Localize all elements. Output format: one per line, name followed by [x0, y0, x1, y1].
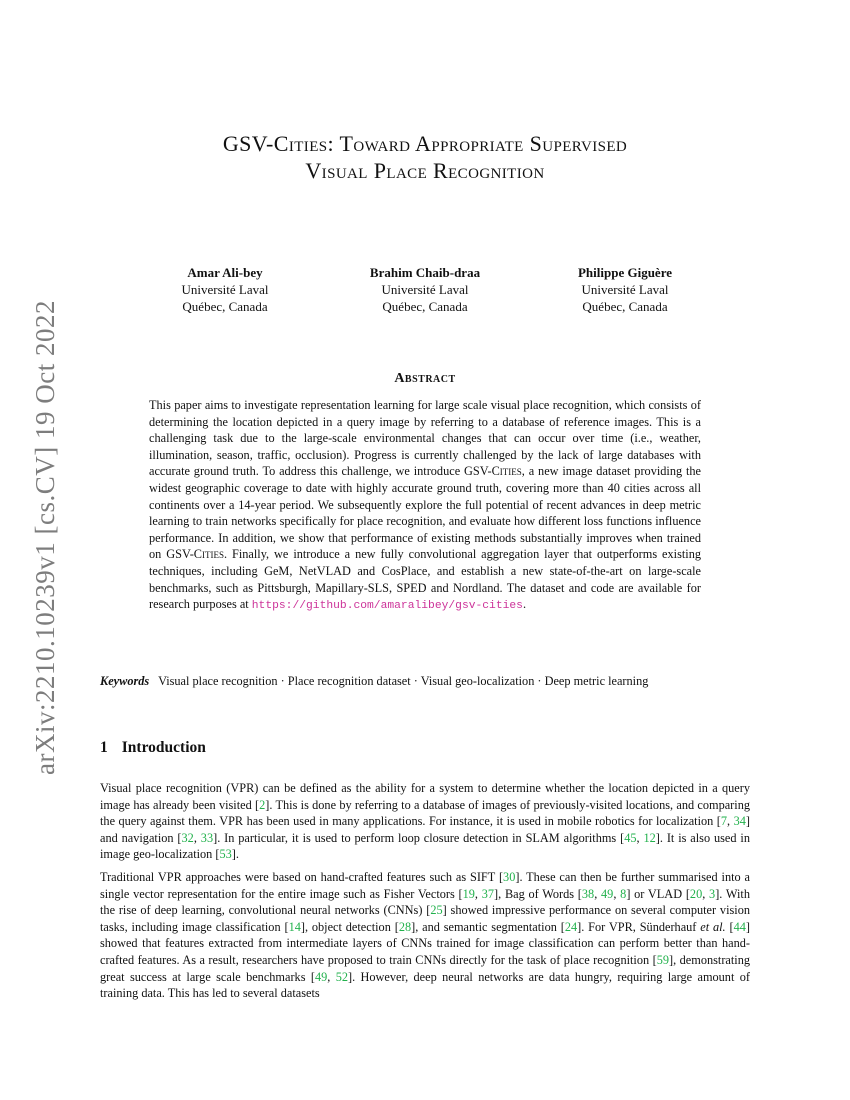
citation-link[interactable]: 2 [259, 797, 266, 812]
arxiv-identifier [20, 292, 70, 782]
author-location: Québec, Canada [182, 299, 268, 314]
citation-link[interactable]: 38 [581, 886, 595, 901]
citation-link[interactable]: 7 [720, 814, 728, 829]
author-name: Philippe Giguère [577, 265, 672, 280]
abstract-body [149, 397, 701, 615]
citation-link[interactable]: 45 [624, 830, 637, 845]
author-affiliation: Université Laval [581, 282, 669, 297]
citation-link[interactable]: 34 [733, 814, 746, 829]
author-affiliation: Université Laval [381, 282, 469, 297]
citation-separator: , [702, 886, 710, 901]
dataset-name: GSV-Cities [166, 547, 224, 562]
paragraph-text: Traditional VPR approaches were based on hand-crafted features such as SIFT [ [100, 870, 504, 884]
paragraph-text: ] and navigation [ [100, 814, 750, 845]
citation-link[interactable]: 3 [709, 886, 716, 901]
author-list [140, 264, 710, 315]
author-name: Brahim Chaib-draa [369, 265, 481, 280]
author-block [140, 264, 310, 315]
citation-link[interactable]: 24 [564, 919, 578, 934]
citation-link[interactable]: 37 [481, 886, 495, 901]
paper-title [100, 130, 750, 184]
code-repository-link[interactable]: https://github.com/amaralibey/gsv-cities [251, 600, 523, 613]
author-location: Québec, Canada [382, 299, 468, 314]
abstract-text: , a new image dataset providing the widest geographic coverage to date with highly accurate ground truth, covering more than 40 cities across all continents over a 14-year period. We subsequently explore the full potential of recent advances in deep metric learning to train networks specifically for place recognition, and evaluate how different loss functions influence performance. In addition, we show that performance of existing methods substantially improves when trained on [149, 464, 702, 562]
citation-separator: , [474, 886, 482, 901]
title-line-1: GSV-Cities: Toward Appropriate Supervised [222, 131, 628, 156]
author-affiliation: Université Laval [181, 282, 269, 297]
abstract-end: . [522, 597, 527, 612]
citation-link[interactable]: 8 [620, 886, 627, 901]
section-heading [100, 739, 206, 757]
author-location: Québec, Canada [582, 299, 668, 314]
citation-separator: , [727, 814, 734, 829]
citation-link[interactable]: 30 [503, 870, 516, 884]
keywords-list: Visual place recognition · Place recognition dataset · Visual geo-localization · Deep metric learning [158, 674, 649, 688]
paragraph-text: ]. [231, 847, 239, 862]
intro-paragraph-1 [100, 780, 750, 863]
paragraph-text: ]. These can then be further summarised into a single vector representation for the entire image such as Fisher Vectors [ [100, 870, 750, 901]
paragraph-text: ]. It is also used in image geo-localization [ [100, 830, 750, 862]
author-block [340, 264, 510, 315]
paragraph-text: ]. For VPR, Sünderhauf [577, 919, 701, 934]
paragraph-text: ]. In particular, it is used to perform loop closure detection in SLAM algorithms [ [213, 830, 625, 845]
paragraph-text: ]. This is done by referring to a database of images of previously-visited locations, and comparing the query against them. VPR has been used in many applications. For instance, it is used in mobile robotics for localization [ [100, 797, 750, 829]
citation-link[interactable]: 52 [335, 969, 348, 984]
title-line-2: Visual Place Recognition [305, 158, 545, 183]
citation-link[interactable]: 14 [288, 919, 301, 934]
citation-separator: , [594, 886, 602, 901]
citation-link[interactable]: 33 [200, 830, 214, 845]
abstract-text: . Finally, we introduce a new fully convolutional aggregation layer that outperforms existing techniques, including GeM, NetVLAD and CosPlace, and establish a new state-of-the-art on large-scale benchmarks, such as Pittsburgh, Mapillary-SLS, SPED and Nordland. The dataset and code are available for research purposes at [149, 547, 701, 612]
citation-separator: , [193, 830, 201, 845]
paragraph-text: Visual place recognition (VPR) can be defined as the ability for a system to determine whether the location depicted in a query image has already been visited [ [100, 781, 750, 812]
intro-paragraph-2 [100, 869, 750, 1002]
citation-link[interactable]: 53 [219, 847, 232, 862]
citation-link[interactable]: 59 [656, 952, 670, 967]
abstract-text: This paper aims to investigate representation learning for large scale visual place recognition, which consists of determining the location depicted in a query image by referring to a database of reference images. This is a challenging task due to the large-scale environmental changes that can occur over time (i.e., weather, illumination, season, traffic, occlusion). Progress is currently challenged by the lack of large databases with accurate ground truth. To address this challenge, we introduce [149, 398, 701, 479]
section-number: 1 [100, 739, 108, 756]
paragraph-text: ], object detection [ [300, 919, 399, 934]
arxiv-id-text: arXiv:2210.10239v1 [cs.CV] 19 Oct 2022 [29, 299, 60, 775]
paragraph-text: ], and semantic segmentation [ [411, 919, 565, 934]
citation-link[interactable]: 44 [733, 919, 746, 934]
citation-separator: , [327, 969, 336, 984]
paragraph-text: ] or VLAD [ [626, 886, 690, 901]
paragraph-text: [ [725, 919, 734, 934]
author-name: Amar Ali-bey [187, 265, 263, 280]
citation-link[interactable]: 25 [430, 903, 443, 918]
paragraph-text: ]. However, deep neural networks are data hungry, requiring large amount of training data. This has led to several datasets [100, 969, 750, 1001]
paragraph-text: ] showed that features extracted from intermediate layers of CNNs trained for image classification can perform better than hand-crafted features. As a result, researchers have proposed to train CNNs directly for the task of place recognition [ [100, 919, 750, 967]
citation-separator: , [613, 886, 621, 901]
dataset-name: GSV-Cities [464, 464, 522, 479]
citation-link[interactable]: 49 [314, 969, 328, 984]
citation-link[interactable]: 12 [643, 830, 656, 845]
citation-link[interactable]: 49 [601, 886, 614, 901]
keywords-label: Keywords [100, 674, 150, 688]
author-block [540, 264, 710, 315]
paragraph-text: ] showed impressive performance on several computer vision tasks, including image classification [ [100, 903, 750, 934]
citation-link[interactable]: 28 [398, 919, 412, 934]
paragraph-text: ], Bag of Words [ [494, 886, 582, 901]
citation-link[interactable]: 20 [689, 886, 703, 901]
section-title: Introduction [121, 739, 206, 756]
citation-link[interactable]: 19 [462, 886, 475, 901]
paragraph-text: ]. With the rise of deep learning, convolutional neural networks (CNNs) [ [100, 886, 750, 918]
keywords [100, 673, 750, 689]
abstract-heading: Abstract [394, 371, 456, 386]
et-al-italic: et al. [700, 919, 726, 934]
citation-link[interactable]: 32 [181, 830, 194, 845]
citation-separator: , [636, 830, 644, 845]
paragraph-text: ], demonstrating great success at large scale benchmarks [ [100, 952, 750, 984]
